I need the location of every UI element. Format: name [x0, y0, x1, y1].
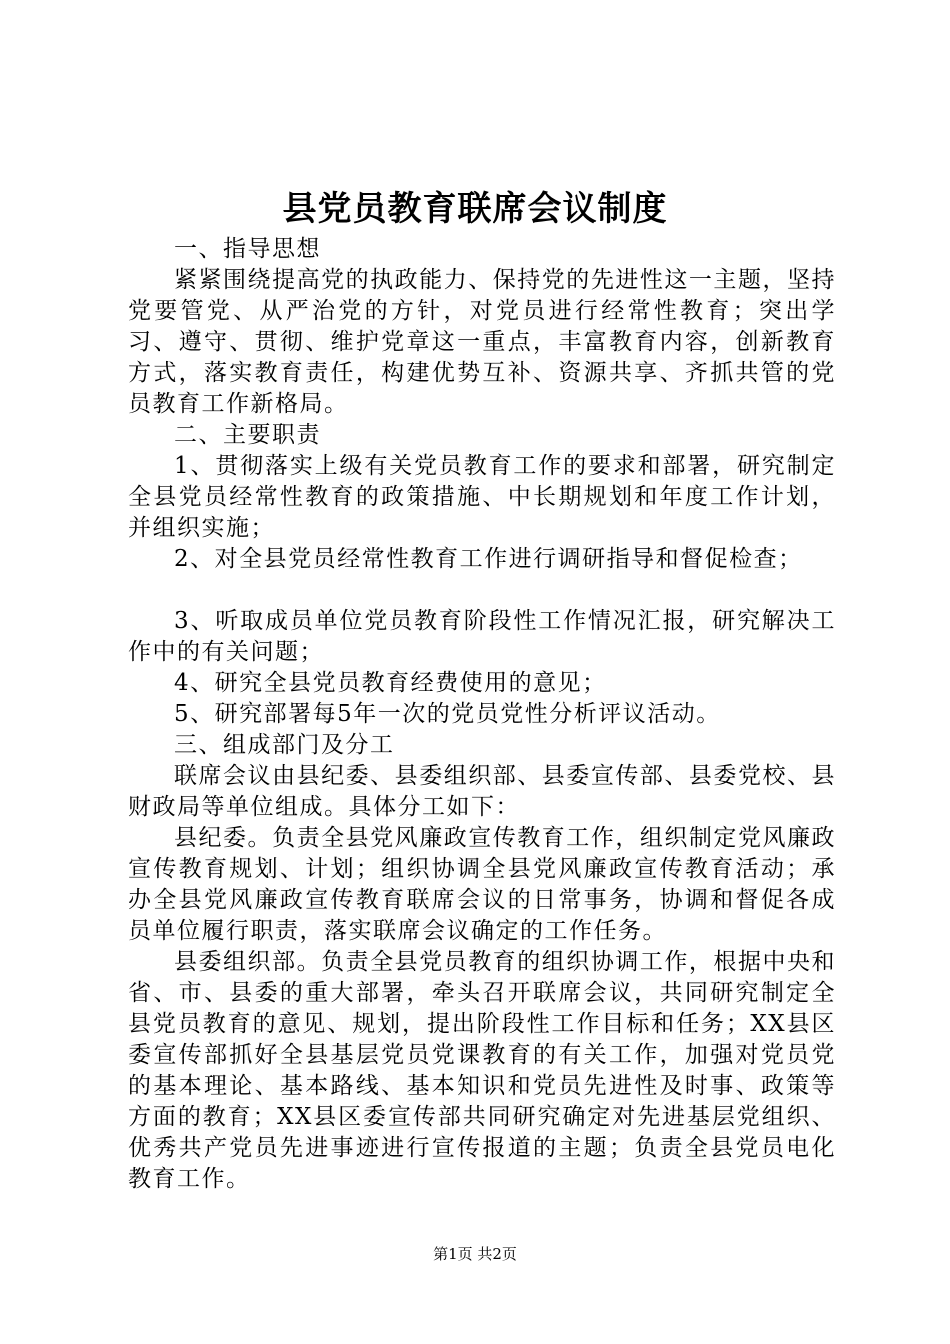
paragraph-guiding-ideology: 紧紧围绕提高党的执政能力、保持党的先进性这一主题，坚持党要管党、从严治党的方针，对党员进行经常性教育；突出学习、遵守、贯彻、维护党章这一重点，丰富教育内容，创新教育方式，落实教育责任，构建优势互补、资源共享、齐抓共管的党员教育工作新格局。	[128, 267, 836, 417]
paragraph-organization-department: 县委组织部。负责全县党员教育的组织协调工作，根据中央和省、市、县委的重大部署，牵头召开联席会议，共同研究制定全县党员教育的意见、规划，提出阶段性工作目标和任务；XX县区委宣传部抓好全县基层党员党课教育的有关工作，加强对党员党的基本理论、基本路线、基本知识和党员先进性及时事、政策等方面的教育；XX县区委宣传部共同研究确定对先进基层党组织、优秀共产党员先进事迹进行宣传报道的主题；负责全县党员电化教育工作。	[128, 949, 836, 1192]
duty-item-3: 3、听取成员单位党员教育阶段性工作情况汇报，研究解决工作中的有关问题；	[128, 608, 836, 665]
duty-item-5: 5、研究部署每5年一次的党员党性分析评议活动。	[174, 701, 721, 727]
section-heading-composition: 三、组成部门及分工	[174, 732, 395, 758]
section-heading-guiding-ideology: 一、指导思想	[174, 236, 321, 262]
document-body	[128, 234, 836, 1195]
duty-item-1: 1、贯彻落实上级有关党员教育工作的要求和部署，研究制定全县党员经常性教育的政策措施、中长期规划和年度工作计划，并组织实施；	[128, 453, 836, 541]
page-number-footer: 第1页 共2页	[433, 1245, 517, 1263]
duty-item-4: 4、研究全县党员教育经费使用的意见；	[174, 670, 607, 696]
paragraph-discipline-commission: 县纪委。负责全县党风廉政宣传教育工作，组织制定党风廉政宣传教育规划、计划；组织协调全县党风廉政宣传教育活动；承办全县党风廉政宣传教育联席会议的日常事务，协调和督促各成员单位履行职责，落实联席会议确定的工作任务。	[128, 825, 836, 944]
duty-item-2: 2、对全县党员经常性教育工作进行调研指导和督促检查；	[174, 546, 803, 572]
paragraph-composition: 联席会议由县纪委、县委组织部、县委宣传部、县委党校、县财政局等单位组成。具体分工如下：	[128, 763, 836, 820]
document-title: 县党员教育联席会议制度	[282, 189, 668, 229]
section-heading-main-duties: 二、主要职责	[174, 422, 321, 448]
